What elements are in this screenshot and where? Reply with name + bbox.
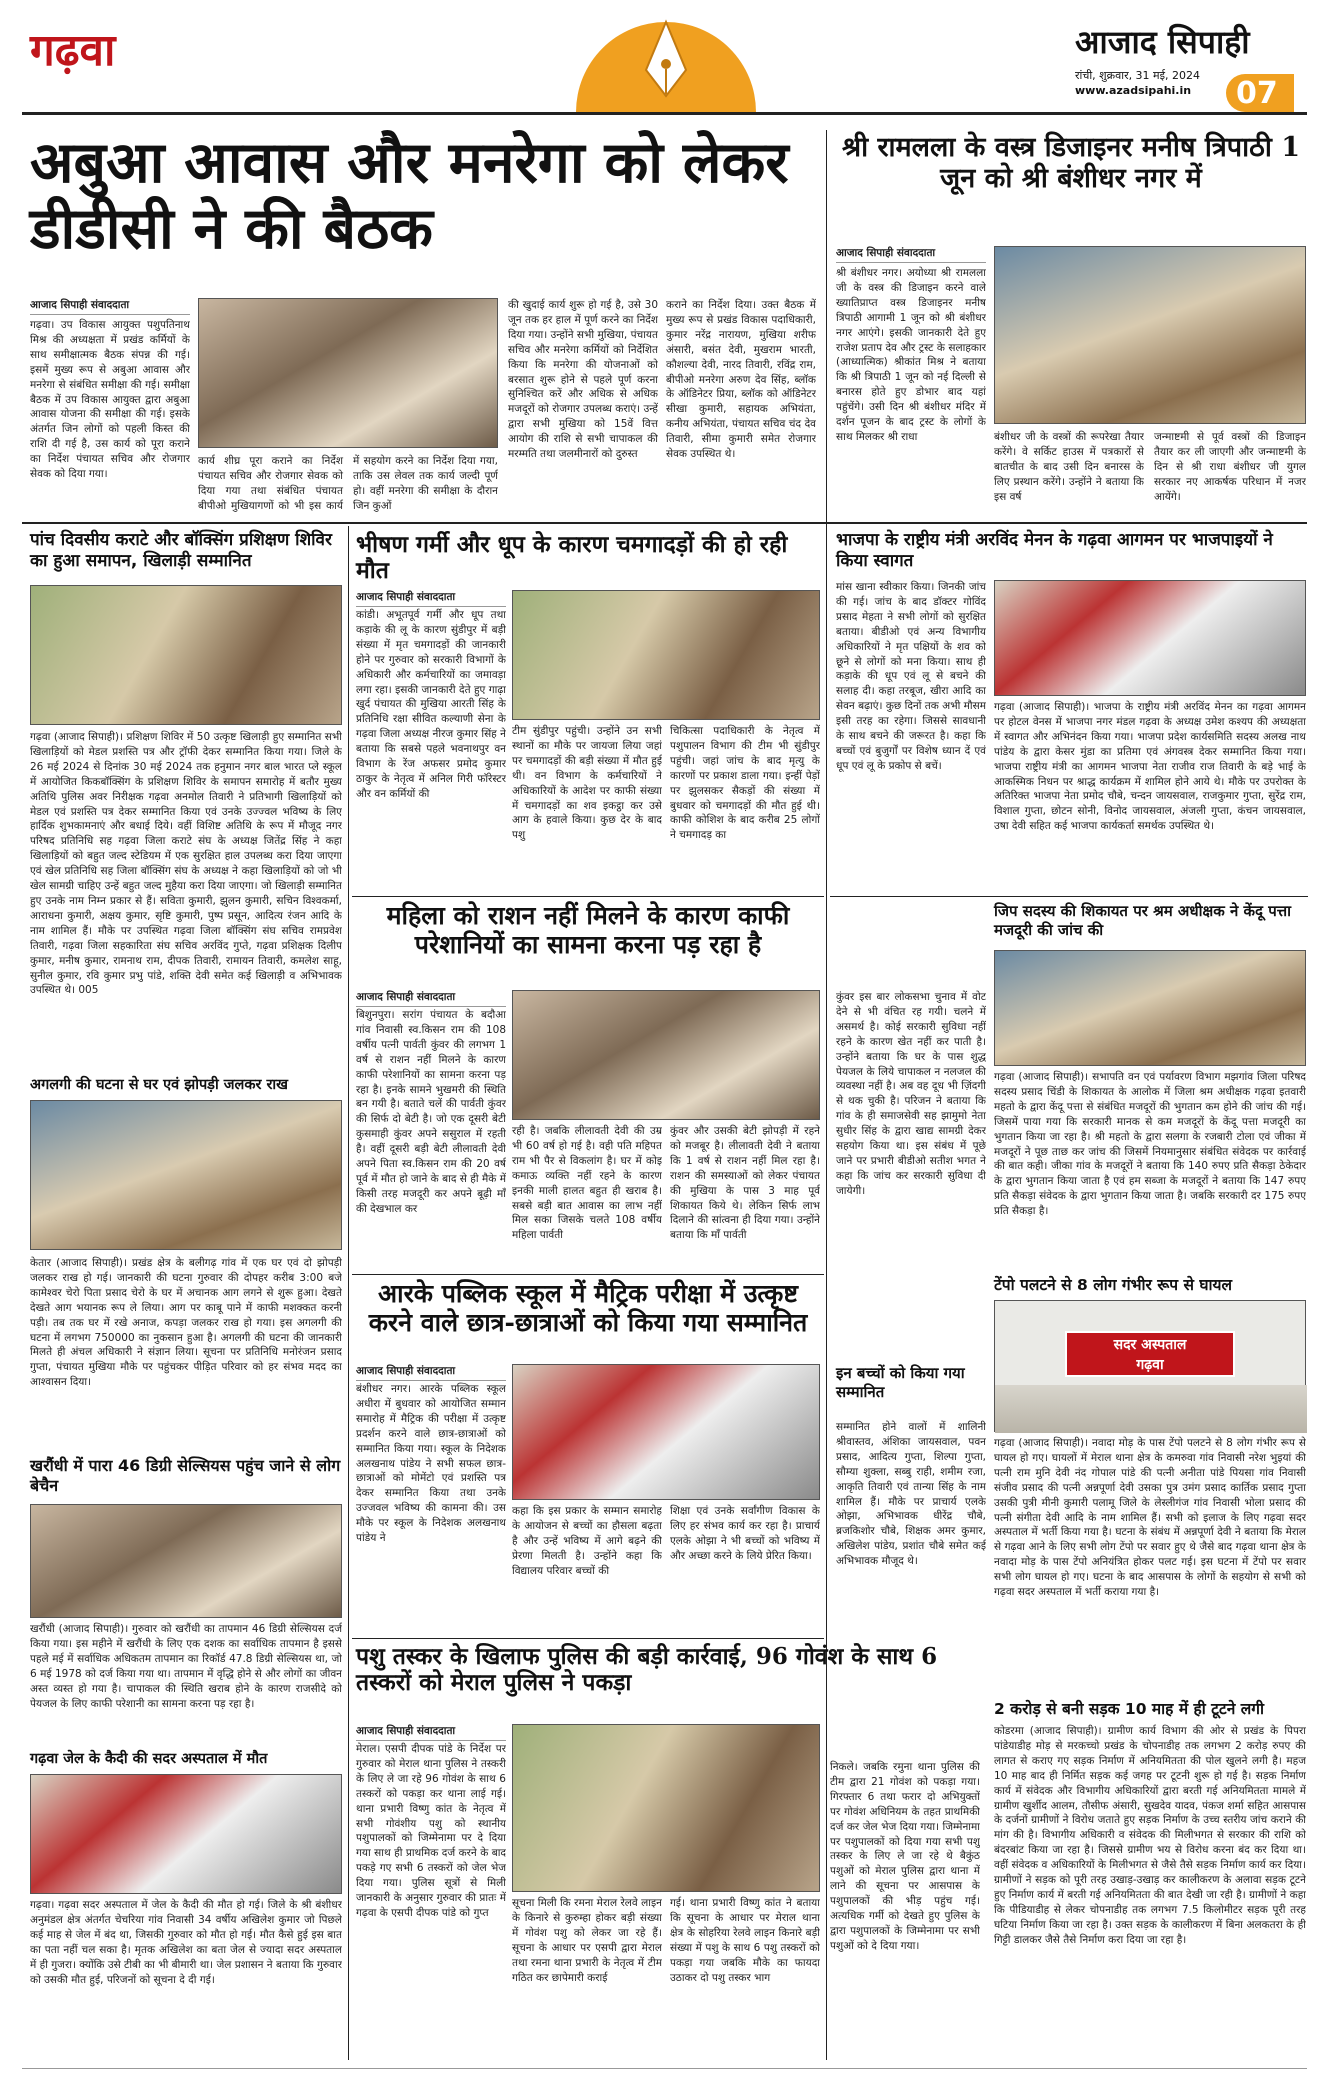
story-bats-col1: कांडी। अभूतपूर्व गर्मी और धूप तथा कड़ाके की लू के कारण सुंडीपुर में बड़ी संख्या में मृत चमगादड़ों की जानकारी होने पर गुरुवार को सरकारी विभागों के अधिकारी और कर्मचारियों का जमावड़ा लगा रहा। इसकी जानकारी देते हुए गाढ़ा खुर्द पंचायत की मुखिया आरती सिंह के प्रतिनिधि रक्षा सीवित कल्याणी सेना के गढ़वा जिला अध्यक्ष नीरज कुमार सिंह ने बताया कि सबसे पहले भवनाथपुर वन विभाग के रेंज अफसर प्रमोद कुमार ठाकुर के नेतृत्व में अनिल गिरी फॉरेस्टर और वन कर्मियों की	[356, 609, 506, 800]
photo-heat	[30, 1504, 342, 1618]
byline-police: आजाद सिपाही संवाददाता	[356, 1724, 506, 1741]
hospital-sign-line1: सदर अस्पताल	[1113, 1337, 1187, 1353]
headline-heat: खरौंधी में पारा 46 डिग्री सेल्सियस पहुंच जाने से लोग बेचैन	[30, 1456, 341, 1495]
story-designer-body3: जन्माष्टमी से पूर्व वस्त्रों की डिजाइन तैयार कर ली जाएगी और जन्माष्टमी के दिन से श्री राधा बंशीधर जी युगल सरकार नए आकर्षक परिधान में नजर आयेंगे।	[1154, 431, 1306, 503]
section-rule-2	[352, 896, 824, 897]
photo-fire	[30, 1100, 342, 1250]
photo-bats-investigation	[512, 590, 820, 720]
story-police-col3: गई। थाना प्रभारी विष्णु कांत ने बताया कि सूचना के आधार पर मेराल थाना क्षेत्र के सोहरिया रेलवे लाइन किनारे बड़ी संख्या में पशु के साथ 6 पशु तस्करों को पकड़ा गया जबकि मौके का फायदा उठाकर दो पशु तस्कर भाग	[670, 1897, 820, 1984]
story-school-col3: शिक्षा एवं उनके सर्वांगीण विकास के लिए हर संभव कार्य कर रहा है। प्राचार्य एलके ओझा ने भी बच्चों को भविष्य में और अच्छा करने के लिये प्रेरित किया।	[670, 1505, 820, 1562]
photo-karate-camp	[30, 585, 342, 725]
section-rule-5	[830, 896, 1308, 897]
headline-tempo: टेंपो पलटने से 8 लोग गंभीर रूप से घायल	[994, 1276, 1233, 1294]
story-jail-body: गढ़वा। गढ़वा सदर अस्पताल में जेल के कैदी की मौत हो गई। जिले के श्री बंशीधर अनुमंडल क्षेत्र अंतर्गत चेचरिया गांव निवासी 34 वर्षीय अखिलेश कुमार जो पिछले कई माह से जेल में बंद था, जिसकी गुरुवार को मौत हो गई। मौत कैसे हुई इस बात का पता नहीं चल सका है। मृतक अखिलेश का बता जेल से ज्यादा सदर अस्पताल में ही गुजरा। क्योंकि उसे टीबी का भी बीमारी था। जेल प्रशासन ने बताया कि गुरुवार को उसकी मौत हुई, परिजनों को सूचना दे दी गई।	[30, 1899, 342, 1986]
headline-designer: श्री रामलला के वस्त्र डिजाइनर मनीष त्रिपाठी 1 जून को श्री बंशीधर नगर में	[841, 132, 1301, 195]
story-heat-body: खरौंधी (आजाद सिपाही)। गुरुवार को खरौंधी का तापमान 46 डिग्री सेल्सियस दर्ज किया गया। इस महीने में खरौंधी के लिए एक दशक का सर्वाधिक तापमान है इससे पहले मई में सर्वाधिक अधिकतम तापमान का रिकॉर्ड 47.8 डिग्री सेल्सियस था, जो 6 मई 1978 को दर्ज किया गया था। तापमान में वृद्धि होने से और लोगों का जीवन अस्त व्यस्त हो गया है। चापाकल की स्थिति खराब होने के कारण राजसीदे को पेयजल के लिए काफी परेशानी का सामना करना पड़ रहा है।	[30, 1623, 342, 1710]
section-name: गढ़वा	[30, 25, 116, 76]
headline-bjp: भाजपा के राष्ट्रीय मंत्री अरविंद मेनन के गढ़वा आगमन पर भाजपाइयों ने किया स्वागत	[836, 530, 1273, 572]
story-school-sidebar-head: इन बच्चों को किया गया सम्मानित	[836, 1364, 965, 1401]
byline-ddc: आजाद सिपाही संवाददाता	[30, 298, 190, 315]
story-bats-col4: मांस खाना स्वीकार किया। जिनकी जांच की गई। जांच के बाद डॉक्टर गोविंद प्रसाद मेहता ने सभी लोगों को सुरक्षित बताया। बीडीओ एवं अन्य विभागीय अधिकारियों ने मृत पक्षियों के शव को छूने से लोगों को मना किया। साथ ही कड़ाके की धूप एवं लू से बचने की सलाह दी। कहा तरबूज, खीरा आदि का सेवन बढ़ाएं। कुछ दिनों तक अभी मौसम इसी तरह का रहेगा। जिससे सावधानी के साथ बचने की जरूरत है। कहा कि बच्चों एवं बुजुर्गों पर विशेष ध्यान दें एवं धूप एवं लू के प्रकोप से बचें।	[836, 581, 986, 772]
masthead	[0, 0, 1325, 118]
hospital-sign	[1065, 1331, 1235, 1377]
story-ddc-col3: की खुदाई कार्य शुरू हो गई है, उसे 30 जून तक हर हाल में पूर्ण करने का निर्देश दिया गया। उन्होंने सभी मुखिया, पंचायत सचिव और मनरेगा कर्मियों को निर्देशित किया कि मनरेगा की योजनाओं को बरसात शुरू होने से पहले पूर्ण करना सुनिश्चित करें और अधिक से अधिक मजदूरों को रोजगार उपलब्ध कराएं। उन्हें द्वारा सभी मुखिया को 15वें वित्त आयोग की राशि से सभी चापाकल की मरम्मति तथा जलमीनारों को दुरुस्त	[508, 299, 658, 461]
byline-ration: आजाद सिपाही संवाददाता	[356, 990, 506, 1007]
headline-fire: अगलगी की घटना से घर एवं झोपड़ी जलकर राख	[30, 1077, 288, 1093]
website: www.azadsipahi.in	[1075, 84, 1192, 97]
byline-school: आजाद सिपाही संवाददाता	[356, 1364, 506, 1381]
photo-sadar-hospital	[994, 1300, 1306, 1432]
story-fire-body: केतार (आजाद सिपाही)। प्रखंड क्षेत्र के बलीगढ़ गांव में एक घर एवं दो झोपड़ी जलकर राख हो गई। जानकारी की घटना गुरुवार की दोपहर करीब 3:00 बजे कामेश्वर चेरो पिता प्रसाद चेरो के घर में अचानक आग लगने से शुरू हुआ। देखते देखते आग भयानक रूप ले लिया। आग पर काबू पाने में काफी मशक्कत करनी पड़ी। तब तक घर में रखे अनाज, कपड़ा जलकर राख हो गया। इस अगलगी की घटना में लगभग 750000 का नुकसान हुआ है। अगलगी की घटना की जानकारी मिलते ही अंचल अधिकारी ने संज्ञान लिया। सूचना पर प्रतिनिधि मनोरंजन प्रसाद गुप्ता, पंचायत मुखिया मौके पर पहुंचकर पीड़ित परिवार को हर संभव मदद का आश्वासन दिया।	[30, 1257, 342, 1389]
photo-bjp-welcome	[994, 580, 1306, 696]
headline-jipsadsya: जिप सदस्य की शिकायत पर श्रम अधीक्षक ने केंदू पत्ता मजदूरी की जांच की	[994, 902, 1291, 939]
story-ddc-col4: कराने का निर्देश दिया। उक्त बैठक में मुख्य रूप से प्रखंड विकास पदाधिकारी, कुमार नरेंद्र नारायण, मुखिया शरीफ अंसारी, बसंत देवी, मुखराम भारती, कौशल्या देवी, नारद तिवारी, रविंद्र राम, बीपीओ मनरेगा अरुण देव सिंह, ब्लॉक के ऑडिनेटर प्रिया, ब्लॉक को ऑडिनेटर सीखा कुमारी, सहायक अभियंता, कनीय अभियंता, पंचायत सचिव चंद देव तिवारी, सीमा कुमारी समेत रोजगार सेवक उपस्थित थे।	[666, 299, 816, 461]
story-karate-body: गढ़वा (आजाद सिपाही)। प्रशिक्षण शिविर में 50 उत्कृष्ट खिलाड़ी हुए सम्मानित सभी खिलाड़ियों को मेडल प्रशस्ति पत्र और ट्रॉफी देकर सम्मानित किया गया। जिले के 26 मई 2024 से दिनांक 30 मई 2024 तक हनुमान नगर बाल भारत प्ले स्कूल में आयोजित किकबॉक्सिंग के प्रशिक्षण शिविर के समापन समारोह में बतौर मुख्य अतिथि पुलिस अवर निरीक्षक गढ़वा अनमोल तिवारी ने प्रतिभागी खिलाड़ियों को मेडल एवं प्रशस्ति पत्र देकर सम्मानित किया एवं उनके उज्ज्वल भविष्य के लिए हार्दिक शुभकामनाएं और बधाई दिये। वहीं विशिष्ट अतिथि के रूप में मौजूद नगर परिषद प्रतिनिधि सह गढ़वा जिला कराटे संघ के अध्यक्ष जितेंद्र सिंह ने कहा खिलाड़ियों को बहुत जल्द स्टेडियम में एक सुरक्षित हाल उपलब्ध करा दिया जाएगा एवं खेल प्रतिनिधि सह जिला बॉक्सिंग संघ के अध्यक्ष ने कहा खिलाड़ियों को जो भी खेल सामग्री चाहिए उन्हें बहुत जल्द मुहैया करा दिया जाएगा। जो खिलाड़ी सम्मानित हुए उनके नाम निम्न प्रकार से हैं। सविता कुमारी, झुलन कुमारी, सचिन विश्वकर्मा, आराधना कुमारी, अक्षय कुमार, सृष्टि कुमारी, पुष्प प्रसून, आदित्य रंजन आदि के नाम शामिल हैं। मौके पर उपस्थित गढ़वा जिला बॉक्सिंग संघ सचिव रामप्रवेश तिवारी, गढ़वा जिला सहकारिता संघ सचिव अरविंद गुप्ते, गढ़वा प्रशिक्षक दिलीप कुमार, मनीष कुमार, रामनाथ राम, दीपक तिवारी, रामायन तिवारी, कमलेश साहू, सुनील कुमार, रवि कुमार प्रभु पांडे, शक्ति देवी समेत कई खिलाड़ी व अभिभावक उपस्थित थे। 005	[30, 731, 342, 997]
photo-labour-inspection	[994, 950, 1306, 1066]
story-jipsadsya-body: गढ़वा (आजाद सिपाही)। सभापति वन एवं पर्यावरण विभाग मझगांव जिला परिषद सदस्य प्रसाद चिंडी के शिकायत के आलोक में जिला श्रम अधीक्षक गढ़वा इतवारी महतो के द्वारा केंदू पत्ता से संबंधित मजदूरों की भुगतान कम होने की जांच की गई। जिसमें पाया गया कि सरकारी मानक से कम मजदूरों के केंदू पत्ता मजदूरी का भुगतान किया जा रहा है। श्री महतो के द्वारा सलगा के रजबारी टोला एवं जीका में मजदूरों ने पूछ ताछ कर जांच की जिसमें नियमानुसार संबंधित संवेदक पर कार्रवाई की बात कही। जीका गांव के मजदूरों ने बताया कि 140 रुपए प्रति सैकड़ा ठेकेदार के द्वारा भुगतान किया जाता है एवं हम सब्जा के मजदूरों ने बताया कि 147 रुपए प्रति सैकड़ा संवेदक के द्वारा भुगतान किया जाता है। जबकि सरकारी दर 175 रुपए प्रति सैकड़ा है।	[994, 1071, 1306, 1218]
headline-jail: गढ़वा जेल के कैदी की सदर अस्पताल में मौत	[30, 1751, 268, 1767]
story-bjp-body: गढ़वा (आजाद सिपाही)। भाजपा के राष्ट्रीय मंत्री अरविंद मेनन का गढ़वा आगमन पर होटल वेनस में भाजपा नगर मंडल गढ़वा के अध्यक्ष उमेश कश्यप की अध्यक्षता में स्वागत और अभिनंदन किया गया। भाजपा प्रदेश कार्यसमिति सदस्य अलख नाथ पांडेय के द्वारा केसर मुंडा का प्रतिमा एवं अंगवस्त्र देकर सम्मानित किया गया। भाजपा राष्ट्रीय मंत्री का आगमन भाजपा नेता राजीव राज तिवारी के बड़े भाई के आकस्मिक निधन पर श्राद्ध कार्यक्रम में शामिल होने आये थे। मौके पर उपरोक्त के अतिरिक्त भाजपा नेता प्रमोद चौबे, चन्दन जायसवाल, राजकुमार गुप्ता, सुरेंद्र राम, विशाल गुप्ता, छोटन सोनी, विनोद जायसवाल, अंजली गुप्ता, कंचन जायसवाल, उषा देवी सहित कई भाजपा कार्यकर्ता समर्थक उपस्थित थे।	[994, 701, 1306, 833]
column-rule-left	[348, 526, 349, 2060]
story-designer-body2: बंशीधर जी के वस्त्रों की रूपरेखा तैयार करेंगे। वे सर्किट हाउस में पत्रकारों से बातचीत के बाद उसी दिन बनारस के लिए प्रस्थान करेंगे। उन्होंने ने बताया कि इस वर्ष	[994, 431, 1144, 503]
hospital-building	[995, 1385, 1307, 1433]
headline-school: आरके पब्लिक स्कूल में मैट्रिक परीक्षा में उत्कृष्ट करने वाले छात्र-छात्राओं को किया गया सम्मानित	[368, 1279, 808, 1337]
story-ddc-col1: गढ़वा। उप विकास आयुक्त पशुपतिनाथ मिश्र की अध्यक्षता में प्रखंड कर्मियों के साथ समीक्षात्मक बैठक संपन्न की गई। इसमें मुख्य रूप से अबुआ आवास और मनरेगा से संबंधित समीक्षा की गई। समीक्षा बैठक में उप विकास आयुक्त द्वारा अबुआ आवास योजना की समीक्षा की गई। इसके अंतर्गत जिन लोगों को पहली किस्त की राशि दी गई है, उस कार्य को पूरा कराने का निर्देश पंचायत सचिव और रोजगार सेवक को दिया गया।	[30, 319, 190, 481]
story-designer-body1: श्री बंशीधर नगर। अयोध्या श्री रामलला जी के वस्त्र की डिजाइन करने वाले ख्यातिप्राप्त वस्त्र डिजाइनर मनीष त्रिपाठी आगामी 1 जून को श्री बंशीधर नगर आएंगे। इसकी जानकारी देते हुए राजेश प्रताप देव और ट्रस्ट के सलाहकार (आध्यात्मिक) श्रीकांत मिश्र ने बताया कि श्री त्रिपाठी 1 जून को नई दिल्ली से बनारस होते हुए डोभार बाद यहां पहुंचेंगे। उसी दिन श्री बंशीधर मंदिर में दर्शन पूजन के बाद ट्रस्ट के लोगों के साथ मिलकर श्री राधा	[836, 267, 986, 443]
photo-jail	[30, 1774, 342, 1894]
story-school-col2: कहा कि इस प्रकार के सम्मान समारोह के आयोजन से बच्चों का हौसला बढ़ता है और उन्हें भविष्य में आगे बढ़ने की प्रेरणा मिलती है। उन्होंने कहा कि विद्यालय परिवार बच्चों की	[512, 1505, 662, 1577]
story-ration-col3: कुंवर और उसकी बेटी झोपड़ी में रहने को मजबूर है। लीलावती देवी ने बताया कि 1 वर्ष से राशन नहीं मिल रहा है। राशन की समस्याओं को लेकर पंचायत की मुखिया के पास 3 माह पूर्व शिकायत किये थे। लेकिन सिर्फ लाभ दिलाने की सांत्वना ही दिया गया। उन्होंने बताया कि माँ पार्वती	[670, 1125, 820, 1242]
byline-designer: आजाद सिपाही संवाददाता	[836, 246, 986, 263]
story-school-sidebar-body: सम्मानित होने वालों में शालिनी श्रीवास्तव, अंशिका जायसवाल, पवन प्रसाद, आदित्य गुप्ता, शिल्पा गुप्ता, सौम्या शुक्ला, सब्बु राही, शमीम रजा, आकृति तिवारी एवं तान्या सिंह के नाम शामिल हैं। मौके पर प्राचार्य एलके ओझा, अभिभावक धीरेंद्र चौबे, ब्रजकिशोर चौबे, शिक्षक अमर कुमार, अखिलेश पांडेय, प्रशांत चौबे समेत कई अभिभावक मौजूद थे।	[836, 1421, 986, 1568]
story-ration-col4: कुंवर इस बार लोकसभा चुनाव में वोट देने से भी वंचित रह गयी। चलने में असमर्थ है। कोई सरकारी सुविधा नहीं रहने के कारण खेत नहीं कर पाती है। उन्होंने बताया कि घर के पास शुद्ध पेयजल के लिये चापाकल न नलजल की व्यवस्था नहीं है। अब वह दूध भी ज़िंदगी से थक चुकी है। परिजन ने बताया कि गांव के ही समाजसेवी सह झामुमो नेता सुधीर सिंह के द्वारा खाद्य सामग्री देकर सहयोग किया था। इस संबंध में पूछे जाने पर प्रभारी बीडीओ सतीश भगत ने कहा कि जांच कर सरकारी सुविधा दी जायेगी।	[836, 991, 986, 1197]
story-road-body: कोडरमा (आजाद सिपाही)। ग्रामीण कार्य विभाग की ओर से प्रखंड के पिपरा पांडेयाडीह मोड़ से मरकच्चो प्रखंड के चोपनाडीह तक लगभग 2 करोड़ रुपए की लागत से कराए गए सड़क निर्माण में अनियमितता की पोल खुलने लगी है। महज 10 माह बाद ही निर्मित सड़क कई जगह पर टूटनी शुरू हो गई है। सड़क निर्माण कार्य में संवेदक और विभागीय अधिकारियों द्वारा बरती गई अनियमितता मामले में ग्रामीण खुर्शीद आलम, तौसीफ अंसारी, सुखदेव यादव, पंकज शर्मा सहित आसपास के दर्जनों ग्रामीणों ने विरोध जताते हुए सड़क निर्माण के उच्च स्तरीय जांच कराने की मांग की है। विभागीय अधिकारी व संवेदक की मिलीभगत से सरकार की राशि को बंदरबांट किया जा रहा है। जिससे ग्रामीण भय से विरोध करना बंद कर दिया था। वहीं संवेदक व अधिकारियों के मिलीभगत से जैसे तैसे सड़क निर्माण कार्य कर दिया। ग्रामीणों ने सड़क को पूरी तरह उखाड़-उखाड़ कर कालीकरण के अलावा सड़क टूटने हुए निर्माण कार्य में बरती गई अनियमितता की बात देखी जा रही है। ग्रामीणों ने कहा कि पीडियाडीह से लेकर चोपनाडीह तक लगभग 7.5 किलोमीटर सड़क पूरी तरह घटिया निर्माण किया जा रहा है। उक्त सड़क के कालीकरण में बिना अलकतरा के ही गिट्टी डालकर जैसे तैसे निर्माण करा दिया जा रहा है।	[994, 1725, 1306, 1946]
headline-police: पशु तस्कर के खिलाफ पुलिस की बड़ी कार्रवाई, 96 गोवंश के साथ 6 तस्करों को मेराल पुलिस ने पकड़ा	[356, 1643, 938, 1697]
headline-road: 2 करोड़ से बनी सड़क 10 माह में ही टूटने लगी	[994, 1700, 1264, 1718]
pen-nib-sun-logo	[566, 0, 766, 112]
story-ddc-col2: कार्य शीघ्र पूरा कराने का निर्देश पंचायत सचिव और रोजगार सेवक को दिया गया तथा संबंधित पंचायत बीपीओ मुखियागणों को भी इस कार्य में सहयोग करने का निर्देश दिया गया, ताकि उस लेवल तक कार्य जल्दी पूर्ण हो। वहीं मनरेगा की समीक्षा के दौरान जिन कुओं	[198, 455, 498, 512]
paper-title: आजाद सिपाही	[1075, 23, 1250, 61]
photo-ddc-meeting	[198, 298, 498, 448]
page-number: 07	[1236, 76, 1278, 111]
story-bats-col3: चिकित्सा पदाधिकारी के नेतृत्व में पशुपालन विभाग की टीम भी सुंडीपुर पहुंची। जहां जांच के बाद मृत्यु के कारणों पर प्रकाश डाला गया। इन्हीं पेड़ों पर झुलसकर सैकड़ों की संख्या में बुधवार को चमगादड़ों की मौत हुई थी। काफी कोशिश के बाद करीब 25 लोगों ने चमगादड़ का	[670, 725, 820, 842]
story-bats-col2: टीम सुंडीपुर पहुंची। उन्होंने उन सभी स्थानों का मौके पर जायजा लिया जहां पर चमगादड़ों की बड़ी संख्या में मौत हुई थी। वन विभाग के कर्मचारियों ने अधिकारियों के आदेश पर काफी संख्या में चमगादड़ों का शव इकट्ठा कर उसे आग के हवाले किया। कुछ देर के बाद पशु	[512, 725, 662, 842]
photo-ration-woman	[512, 990, 820, 1120]
column-rule-right	[826, 130, 827, 2060]
photo-police-cattle	[512, 1724, 820, 1892]
headline-bats: भीषण गर्मी और धूप के कारण चमगादड़ों की हो रही मौत	[356, 531, 788, 585]
photo-designer	[994, 246, 1306, 424]
headline-karate: पांच दिवसीय कराटे और बॉक्सिंग प्रशिक्षण शिविर का हुआ समापन, खिलाड़ी सम्मानित	[30, 530, 332, 572]
section-rule-1	[22, 522, 1307, 524]
photo-school-students	[512, 1364, 820, 1500]
headline-ration: महिला को राशन नहीं मिलने के कारण काफी परेशानियों का सामना करना पड़ रहा है	[386, 901, 790, 959]
story-ration-col2: रही है। जबकि लीलावती देवी की उम्र भी 60 वर्ष हो गई है। वही पति महिपत राम भी पैर से विकलांग है। घर में कोइ कमाऊ व्यक्ति नहीं रहने के कारण इनकी माली हालत बहुत ही खराब है। सबसे बड़ी बात आवास का लाभ नहीं मिल सका जिसके चलते 108 वर्षीय महिला पार्वती	[512, 1125, 662, 1242]
masthead-rule	[22, 112, 1307, 115]
hospital-sign-line2: गढ़वा	[1136, 1357, 1164, 1373]
story-tempo-body: गढ़वा (आजाद सिपाही)। नवादा मोड़ के पास टेंपो पलटने से 8 लोग गंभीर रूप से घायल हो गए। घायलों में मेराल थाना क्षेत्र के कमरुवा गांव निवासी नरेश भुइयां की पत्नी राम मुनि देवी नंद गोपाल पांडे की पत्नी अनीता पांडे पियसा गांव निवासी संजीव प्रसाद की पत्नी अन्नपूर्णा देवी उसका पुत्र उमंग प्रसाद कार्तिक प्रसाद गुप्ता उसकी पुत्री मीनी कुमारी पलामू जिले के लेस्लीगंज गांव निवासी भोला प्रसाद की पत्नी संगीता देवी आदि के नाम शामिल हैं। सभी को इलाज के लिए गढ़वा सदर अस्पताल में भर्ती किया गया है। घटना के संबंध में अन्नपूर्णा देवी ने बताया कि मेराल से गढ़वा आने के लिए सभी लोग टेंपो पर सवार हुए थे जैसे बाद गढ़वा थाना क्षेत्र के नवादा मोड़ के पास टेंपो अनियंत्रित होकर पलट गई। इस घटना में टेंपो पर सवार सभी लोग घायल हो गए। घटना के बाद आसपास के लोगों के सहयोग से सभी को गढ़वा सदर अस्पताल में भर्ती कराया गया है।	[994, 1437, 1306, 1599]
story-ration-col1: बिशुनपुरा। सरांग पंचायत के बदौआ गांव निवासी स्व.किसन राम की 108 वर्षीय पत्नी पार्वती कुंवर की लगभग 1 वर्ष से राशन नहीं मिलने के कारण काफी परेशानियों का सामना करना पड़ रहा है। इनके सामने भुखमरी की स्थिति बन गयी है। बताते चलें की पार्वती कुंवर की सिर्फ दो बेटी है। जो एक दूसरी बेटी कुसमाही कुंवर अपने ससुराल में रहती है। वहीं दूसरी बड़ी बेटी लीलावती देवी अपने पिता स्व.किसन राम की 20 वर्ष पूर्व में मौत हो जाने के बाद से ही मैके में किसी तरह मजदूरी कर अपने बूढ़ी माँ की देखभाल कर	[356, 1009, 506, 1215]
story-school-col1: बंशीधर नगर। आरके पब्लिक स्कूल अधीरा में बुधवार को आयोजित सम्मान समारोह में मैट्रिक की परीक्षा में उत्कृष्ट प्रदर्शन करने वाले छात्र-छात्राओं को सम्मानित किया गया। स्कूल के निदेशक अलखनाथ पांडेय ने सभी सफल छात्र-छात्राओं को मोमेंटो एवं प्रशस्ति पत्र देकर सम्मानित किया तथा उनके उज्जवल भविष्य की कामना की। उस मौके पर स्कूल के निदेशक अलखनाथ पांडेय ने	[356, 1383, 506, 1545]
section-rule-4	[352, 1638, 824, 1639]
story-police-col2: सूचना मिली कि रमना मेराल रेलवे लाइन के किनारे से कुरुम्हा होकर बड़ी संख्या में गोवंश पशु को लेकर जा रहे हैं। सूचना के आधार पर एसपी द्वारा मेराल तथा रमना थाना प्रभारी के नेतृत्व में टीम गठित कर छापेमारी कराई	[512, 1897, 662, 1984]
byline-bats: आजाद सिपाही संवाददाता	[356, 590, 506, 607]
dateline: रांची, शुक्रवार, 31 मई, 2024	[1075, 69, 1201, 82]
section-rule-3	[352, 1274, 824, 1275]
headline-ddc-meeting: अबुआ आवास और मनरेगा को लेकर डीडीसी ने की बैठक	[30, 129, 789, 262]
story-police-col4: निकले। जबकि रमुना थाना पुलिस की टीम द्वारा 21 गोवंश को पकड़ा गया। गिरफ्तार 6 तथा फरार दो अभियुक्तों पर गोवंश अधिनियम के तहत प्राथमिकी दर्ज कर जेल भेज दिया गया। जिम्मेनामा पर पशुपालकों को दिया गया सभी पशु तस्कर के लिए ले जा रहे थे बैकुंठ पशुओं को मेराल पुलिस द्वारा थाना में लाने की सूचना पर आसपास के पशुपालकों की भीड़ पहुंच गई। अत्यधिक गर्मी को देखते हुए पुलिस के द्वारा पशुपालकों के जिम्मेनामा पर सभी पशुओं को दे दिया गया।	[830, 1761, 980, 1952]
footer-decor	[22, 2068, 1307, 2078]
story-police-col1: मेराल। एसपी दीपक पांडे के निर्देश पर गुरुवार को मेराल थाना पुलिस ने तस्करी के लिए ले जा रहे 96 गोवंश के साथ 6 तस्करों को पकड़ा कर थाना लाई गई। थाना प्रभारी विष्णु कांत के नेतृत्व में सभी गोवंशीय पशु को स्थानीय पशुपालकों को जिम्मेनामा पर दे दिया गया साथ ही प्राथमिक दर्ज करने के बाद पकड़े गए सभी 6 तस्करों को जेल भेज दिया गया। पुलिस सूत्रों से मिली जानकारी के अनुसार गुरुवार की प्रातः में गढ़वा के एसपी दीपक पांडे को गुप्त	[356, 1743, 506, 1919]
